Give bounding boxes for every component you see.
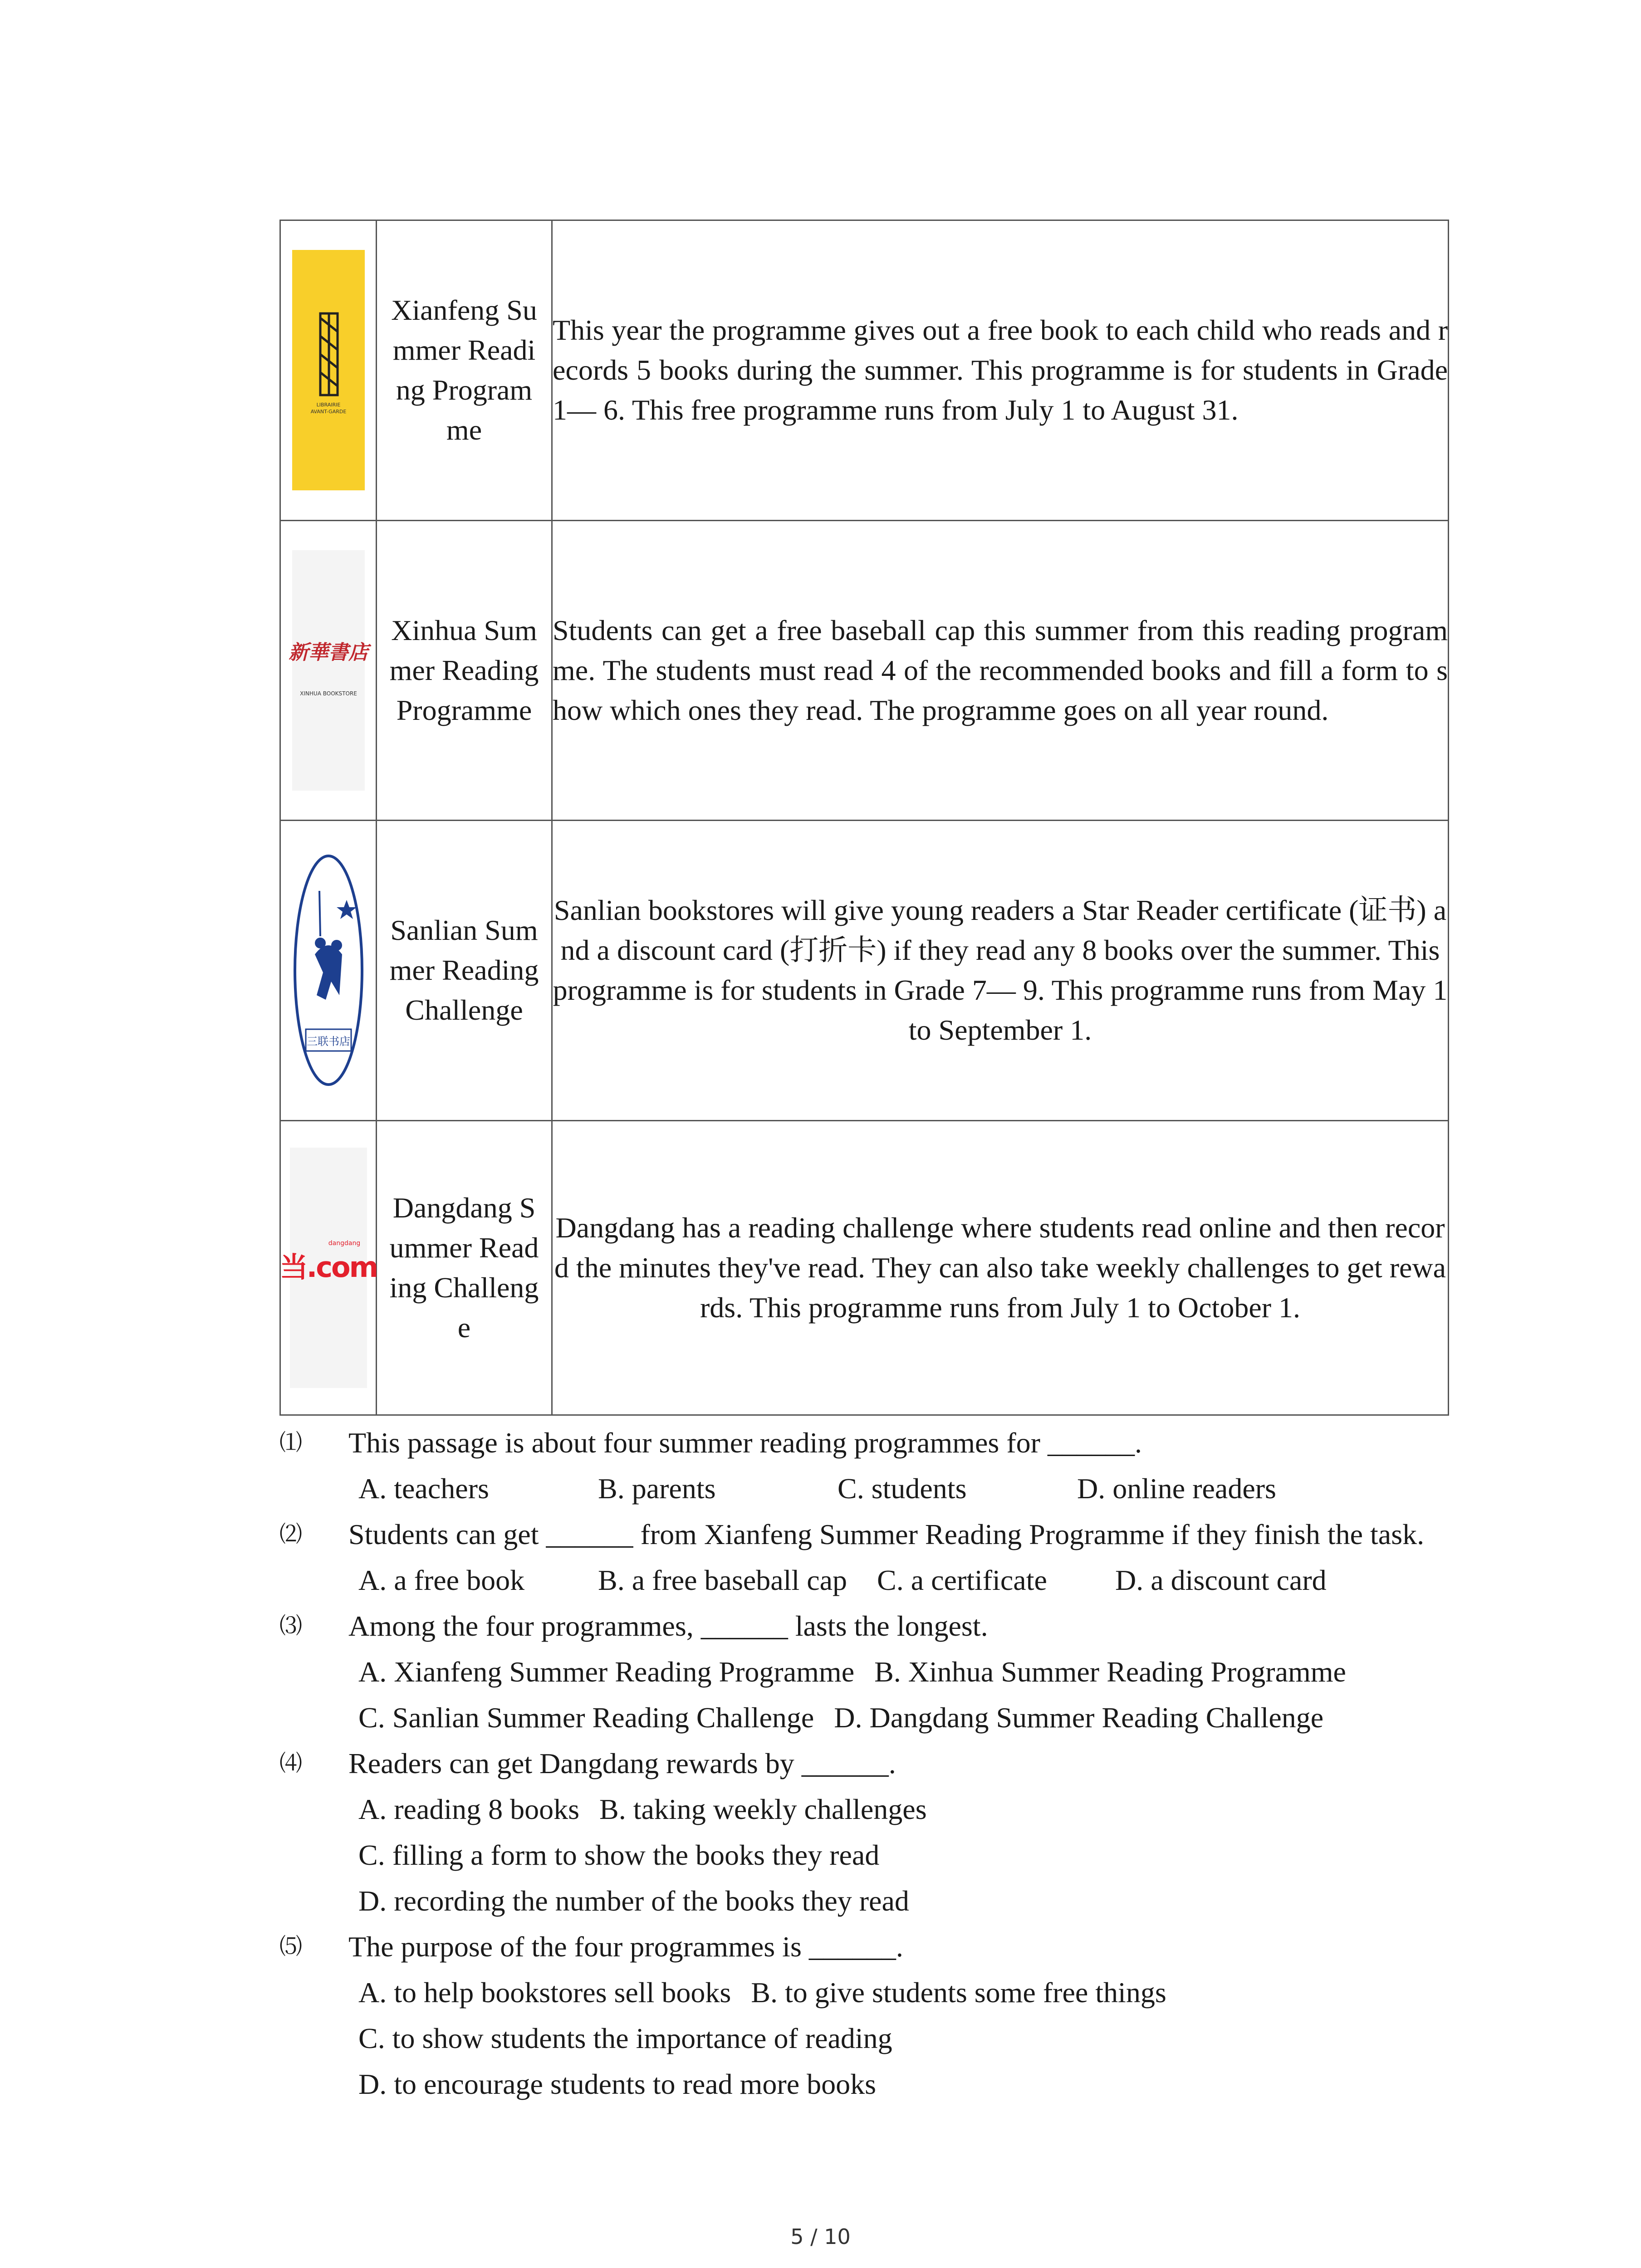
programme-description: Sanlian bookstores will give young readers a Star Reader certificate (证书) and a discount card (打折卡) if they read any 8 books over the summer. This programme is for students in Grade 7— 9. This programme runs from May 1 to September 1. [552,821,1449,1121]
option-c[interactable]: C. Sanlian Summer Reading Challenge [358,1701,814,1734]
option-a[interactable]: A. reading 8 books [358,1793,580,1825]
option-b[interactable]: B. Xinhua Summer Reading Programme [874,1656,1346,1688]
programme-name-cell [377,520,552,821]
svg-text:新華書店: 新華書店 [288,640,368,664]
programme-name: Xianfeng Summer Reading Programme [391,294,537,446]
svg-text:当.com: 当.com [279,1250,377,1284]
option-a[interactable]: A. a free book [358,1564,525,1596]
option-d[interactable]: D. a discount card [1115,1564,1327,1596]
programme-description: Students can get a free baseball cap this summer from this reading programme. The students must read 4 of the recommended books and fill a form to show which ones they read. The programme goes on all year round. [552,520,1449,821]
question-text: The purpose of the four programmes is ______. [348,1931,903,1963]
logo-cell [280,1120,377,1415]
table-row [280,520,1449,821]
option-b[interactable]: B. taking weekly challenges [599,1793,927,1825]
dangdang-logo-icon [279,1148,377,1388]
programme-name: Xinhua Summer Reading Programme [389,614,539,726]
option-a[interactable]: A. Xianfeng Summer Reading Programme [358,1656,855,1688]
option-c[interactable]: C. to show students the importance of reading [358,2022,892,2054]
question-3 [279,1603,1449,1649]
svg-text:AVANT-GARDE: AVANT-GARDE [310,409,346,415]
page-number: 5 / 10 [790,2224,851,2249]
question-3-options-row-2 [279,1695,1449,1740]
question-1 [279,1420,1449,1466]
option-a[interactable]: A. teachers [358,1472,489,1505]
programme-name: Sanlian Summer Reading Challenge [389,914,539,1026]
sanlian-logo-icon [292,850,365,1090]
question-4-options-row-3 [279,1878,1449,1924]
option-d[interactable]: D. to encourage students to read more books [358,2068,877,2100]
logo-cell [280,220,377,521]
programme-description: Dangdang has a reading challenge where students read online and then record the minutes they've read. They can also take weekly challenges to get rewards. This programme runs from July 1 to October 1. [552,1120,1449,1415]
xianfeng-logo-icon [292,250,365,490]
programmes-table [279,220,1449,1416]
question-5-options-row-1 [279,1970,1449,2015]
question-list [279,1420,1449,2107]
svg-text:dangdang: dangdang [328,1239,360,1247]
question-4-options-row-2 [279,1832,1449,1878]
programme-name-cell [377,1120,552,1415]
option-b[interactable]: B. to give students some free things [751,1976,1166,2009]
svg-text:三联书店: 三联书店 [306,1035,350,1048]
programme-description: This year the programme gives out a free book to each child who reads and records 5 books during the summer. This programme is for students in Grade 1— 6. This free programme runs from July 1 to August 31. [552,220,1449,521]
question-number: ⑸ [279,1933,302,1960]
programme-name-cell [377,821,552,1121]
svg-text:XINHUA BOOKSTORE: XINHUA BOOKSTORE [299,690,357,697]
xinhua-logo-icon [288,550,368,791]
question-5-options-row-2 [279,2015,1449,2061]
question-number: ⑶ [279,1613,302,1639]
question-5-options-row-3 [279,2061,1449,2107]
question-text: Students can get ______ from Xianfeng Summer Reading Programme if they finish the task. [348,1518,1425,1550]
question-number: ⑴ [279,1429,302,1456]
option-c[interactable]: C. filling a form to show the books they read [358,1839,880,1871]
logo-cell [280,821,377,1121]
option-d[interactable]: D. Dangdang Summer Reading Challenge [834,1701,1324,1734]
question-4 [279,1740,1449,1786]
option-b[interactable]: B. parents [598,1472,716,1505]
question-number: ⑵ [279,1521,302,1547]
question-2 [279,1511,1449,1557]
question-5 [279,1924,1449,1970]
table-row [280,821,1449,1121]
question-text: Among the four programmes, ______ lasts the longest. [348,1610,988,1642]
option-d[interactable]: D. online readers [1077,1472,1276,1505]
svg-text:LIBRAIRIE: LIBRAIRIE [316,402,340,408]
question-1-options [279,1466,1449,1511]
option-a[interactable]: A. to help bookstores sell books [358,1976,731,2009]
option-b[interactable]: B. a free baseball cap [598,1564,847,1596]
option-c[interactable]: C. a certificate [877,1564,1047,1596]
question-4-options-row-1 [279,1786,1449,1832]
question-text: Readers can get Dangdang rewards by ______. [348,1747,896,1779]
table-row [280,220,1449,521]
programme-name: Dangdang Summer Reading Challenge [389,1191,539,1344]
question-number: ⑷ [279,1750,302,1776]
logo-cell [280,520,377,821]
option-d[interactable]: D. recording the number of the books they read [358,1885,909,1917]
programme-name-cell [377,220,552,521]
question-2-options [279,1557,1449,1603]
question-text: This passage is about four summer reading programmes for ______. [348,1427,1142,1459]
question-3-options-row-1 [279,1649,1449,1695]
option-c[interactable]: C. students [838,1472,967,1505]
table-row [280,1120,1449,1415]
